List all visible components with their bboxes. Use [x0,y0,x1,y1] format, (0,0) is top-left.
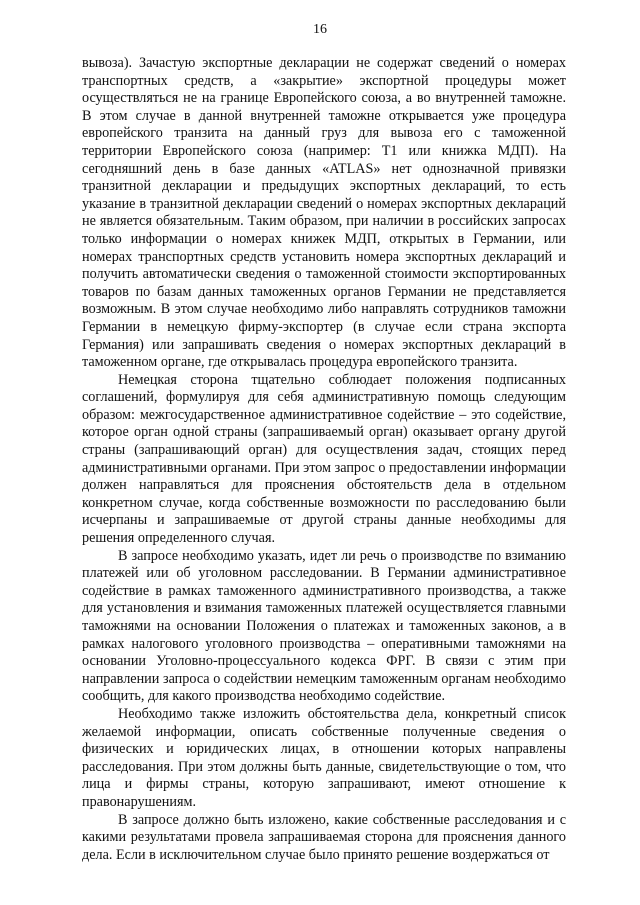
document-body [82,55,566,864]
paragraph-4: Необходимо также изложить обстоятельства дела, конкретный список желаемой информации, описать собственные полученные сведения о физических и юридических лицах, в отношении которых направлены расследования. При этом должны быть данные, свидетельствующие о том, что лица и фирмы страны, которую запрашивают, имеют отношение к правонарушениям. [82,705,566,810]
paragraph-3: В запросе необходимо указать, идет ли речь о производстве по взиманию платежей или об уголовном расследовании. В Германии административное содействие в рамках таможенного административного производства, а также для установления и взимания таможенных платежей осуществляется главными таможнями на основании Положения о платежах и таможенных законов, а в рамках налогового уголовного производства – оперативными таможнями на основании Уголовно-процессуального кодекса ФРГ. В связи с этим при направлении запроса о содействии немецким таможенным органам необходимо сообщить, для какого производства необходимо содействие. [82,547,566,705]
paragraph-5: В запросе должно быть изложено, какие собственные расследования и с какими результатами провела запрашиваемая сторона для прояснения данного дела. Если в исключительном случае было принято решение воздержаться от [82,811,566,863]
paragraph-2: Немецкая сторона тщательно соблюдает положения подписанных соглашений, формулируя для себя административную помощь следующим образом: межгосударственное административное содействие – это содействие, которое орган одной страны (запрашиваемый орган) оказывает органу другой страны (запрашивающий орган) для осуществления задач, стоящих перед административными органами. При этом запрос о предоставлении информации должен направляться для прояснения обстоятельств дела в отдельном конкретном случае, когда собственные возможности по расследованию были исчерпаны и запрашиваемые от другой страны данные необходимы для решения определенного случая. [82,371,566,547]
paragraph-1: вывоза). Зачастую экспортные декларации не содержат сведений о номерах транспортных средств, а «закрытие» экспортной процедуры может осуществляться не на границе Европейского союза, а во внутренней таможне. В этом случае в данной внутренней таможне открывается уже процедура европейского транзита на данный груз для вывоза его с таможенной территории Европейского союза (например: Т1 или книжка МДП). На сегодняшний день в базе данных «ATLAS» нет однозначной привязки транзитной декларации и предыдущих экспортных деклараций, то есть указание в транзитной декларации сведений о номерах экспортных деклараций не является обязательным. Таким образом, при наличии в российских запросах только информации о номерах книжек МДП, открытых в Германии, или номерах транспортных средств установить номера экспортных деклараций и получить автоматически сведения о таможенной стоимости экспортированных товаров по базам данных таможенных органов Германии не представляется возможным. В этом случае необходимо либо направлять сотрудников таможни Германии в немецкую фирму-экспортер (в случае если страна экспорта Германия) или запрашивать сведения о номерах экспортных деклараций в таможенном органе, где открывалась процедура европейского транзита. [82,55,566,371]
page-number: 16 [313,22,327,37]
